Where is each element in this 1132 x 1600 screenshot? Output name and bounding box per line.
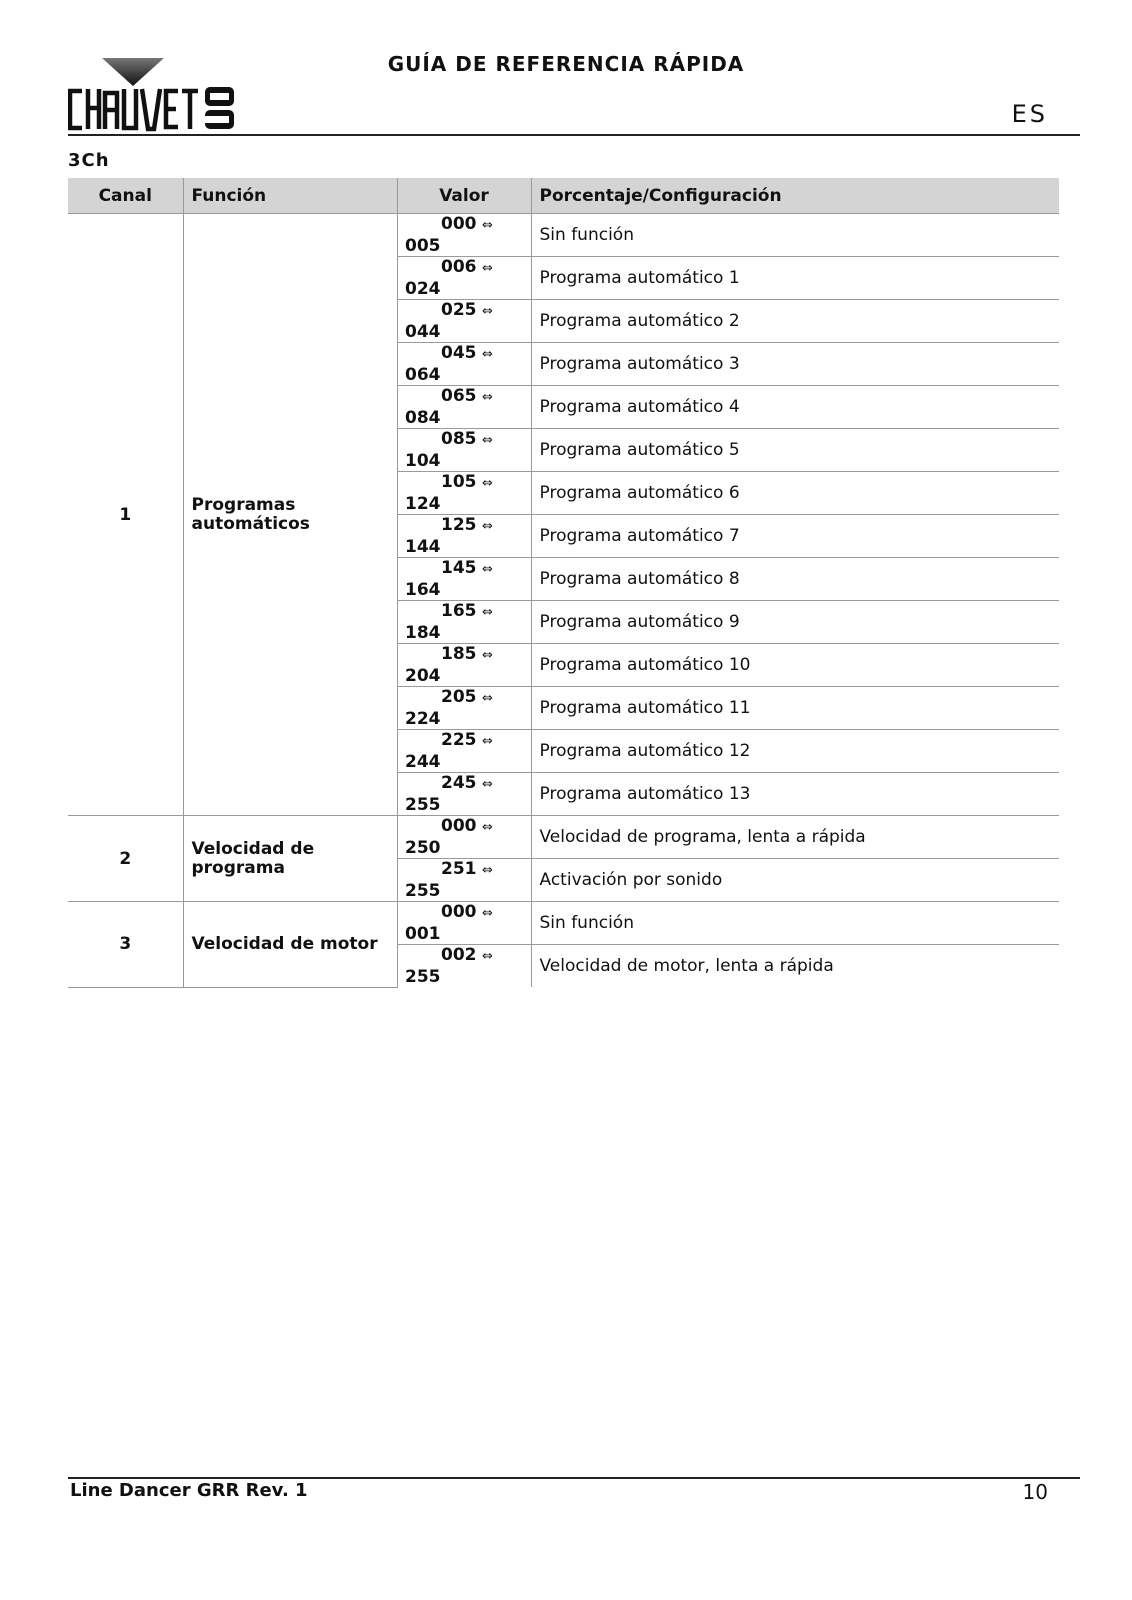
value-range xyxy=(397,429,531,472)
value-to: 104 xyxy=(405,451,441,471)
range-arrow-icon: ⇔ xyxy=(482,820,493,835)
value-to: 124 xyxy=(405,494,441,514)
range-arrow-icon: ⇔ xyxy=(482,304,493,319)
range-arrow-icon: ⇔ xyxy=(482,906,493,921)
value-to: 255 xyxy=(405,795,441,815)
value-to: 244 xyxy=(405,752,441,772)
setting-description: Programa automático 4 xyxy=(531,386,1059,429)
setting-description: Programa automático 2 xyxy=(531,300,1059,343)
value-from: 205 xyxy=(441,687,477,707)
setting-description: Programa automático 12 xyxy=(531,730,1059,773)
setting-description: Velocidad de programa, lenta a rápida xyxy=(531,816,1059,859)
range-arrow-icon: ⇔ xyxy=(482,691,493,706)
value-to: 064 xyxy=(405,365,441,385)
range-arrow-icon: ⇔ xyxy=(482,648,493,663)
value-range xyxy=(397,644,531,687)
value-from: 006 xyxy=(441,257,477,277)
value-range xyxy=(397,386,531,429)
range-arrow-icon: ⇔ xyxy=(482,863,493,878)
setting-description: Programa automático 13 xyxy=(531,773,1059,816)
value-range xyxy=(397,730,531,773)
setting-description: Programa automático 8 xyxy=(531,558,1059,601)
value-from: 105 xyxy=(441,472,477,492)
value-from: 125 xyxy=(441,515,477,535)
header-canal: Canal xyxy=(68,178,183,214)
setting-description: Programa automático 9 xyxy=(531,601,1059,644)
range-arrow-icon: ⇔ xyxy=(482,949,493,964)
section-title: 3Ch xyxy=(68,150,110,171)
setting-description: Sin función xyxy=(531,214,1059,257)
value-range xyxy=(397,859,531,902)
channel-number: 1 xyxy=(68,214,183,816)
value-range xyxy=(397,343,531,386)
range-arrow-icon: ⇔ xyxy=(482,476,493,491)
header-valor: Valor xyxy=(397,178,531,214)
language-code: ES xyxy=(1011,100,1048,128)
page-number: 10 xyxy=(1022,1480,1048,1504)
value-range xyxy=(397,515,531,558)
setting-description: Programa automático 7 xyxy=(531,515,1059,558)
setting-description: Sin función xyxy=(531,902,1059,945)
table-body xyxy=(68,214,1059,988)
value-to: 255 xyxy=(405,967,441,987)
range-arrow-icon: ⇔ xyxy=(482,734,493,749)
footer-document-name: Line Dancer GRR Rev. 1 xyxy=(70,1480,308,1501)
value-range xyxy=(397,945,531,988)
value-range xyxy=(397,300,531,343)
value-to: 084 xyxy=(405,408,441,428)
value-from: 225 xyxy=(441,730,477,750)
value-from: 145 xyxy=(441,558,477,578)
range-arrow-icon: ⇔ xyxy=(482,605,493,620)
range-arrow-icon: ⇔ xyxy=(482,777,493,792)
value-range xyxy=(397,687,531,730)
channel-function: Programas automáticos xyxy=(183,214,397,816)
setting-description: Programa automático 11 xyxy=(531,687,1059,730)
header-porcentaje: Porcentaje/Configuración xyxy=(531,178,1059,214)
channel-number: 3 xyxy=(68,902,183,988)
value-from: 000 xyxy=(441,214,477,234)
range-arrow-icon: ⇔ xyxy=(482,261,493,276)
value-from: 251 xyxy=(441,859,477,879)
table-row xyxy=(68,816,1059,859)
value-from: 000 xyxy=(441,816,477,836)
setting-description: Velocidad de motor, lenta a rápida xyxy=(531,945,1059,988)
value-to: 224 xyxy=(405,709,441,729)
value-from: 185 xyxy=(441,644,477,664)
range-arrow-icon: ⇔ xyxy=(482,519,493,534)
value-to: 044 xyxy=(405,322,441,342)
value-range xyxy=(397,773,531,816)
value-to: 250 xyxy=(405,838,441,858)
value-from: 245 xyxy=(441,773,477,793)
channel-function: Velocidad de motor xyxy=(183,902,397,988)
setting-description: Programa automático 1 xyxy=(531,257,1059,300)
setting-description: Programa automático 3 xyxy=(531,343,1059,386)
range-arrow-icon: ⇔ xyxy=(482,562,493,577)
value-range xyxy=(397,472,531,515)
channel-function: Velocidad de programa xyxy=(183,816,397,902)
header-divider xyxy=(68,134,1080,136)
value-to: 255 xyxy=(405,881,441,901)
range-arrow-icon: ⇔ xyxy=(482,390,493,405)
range-arrow-icon: ⇔ xyxy=(482,218,493,233)
value-from: 002 xyxy=(441,945,477,965)
value-range xyxy=(397,257,531,300)
value-from: 065 xyxy=(441,386,477,406)
setting-description: Programa automático 6 xyxy=(531,472,1059,515)
value-to: 001 xyxy=(405,924,441,944)
value-to: 204 xyxy=(405,666,441,686)
value-range xyxy=(397,902,531,945)
dmx-channel-table xyxy=(68,178,1059,988)
table-row xyxy=(68,214,1059,257)
value-from: 045 xyxy=(441,343,477,363)
table-header-row xyxy=(68,178,1059,214)
value-range xyxy=(397,816,531,859)
footer-divider xyxy=(68,1477,1080,1479)
channel-number: 2 xyxy=(68,816,183,902)
value-from: 165 xyxy=(441,601,477,621)
value-to: 024 xyxy=(405,279,441,299)
value-to: 005 xyxy=(405,236,441,256)
setting-description: Programa automático 10 xyxy=(531,644,1059,687)
value-range xyxy=(397,601,531,644)
value-from: 085 xyxy=(441,429,477,449)
value-to: 164 xyxy=(405,580,441,600)
value-to: 184 xyxy=(405,623,441,643)
document-title: GUÍA DE REFERENCIA RÁPIDA xyxy=(387,52,745,76)
value-range xyxy=(397,558,531,601)
range-arrow-icon: ⇔ xyxy=(482,347,493,362)
value-to: 144 xyxy=(405,537,441,557)
header-funcion: Función xyxy=(183,178,397,214)
table-row xyxy=(68,902,1059,945)
value-range xyxy=(397,214,531,257)
value-from: 025 xyxy=(441,300,477,320)
range-arrow-icon: ⇔ xyxy=(482,433,493,448)
setting-description: Activación por sonido xyxy=(531,859,1059,902)
setting-description: Programa automático 5 xyxy=(531,429,1059,472)
value-from: 000 xyxy=(441,902,477,922)
